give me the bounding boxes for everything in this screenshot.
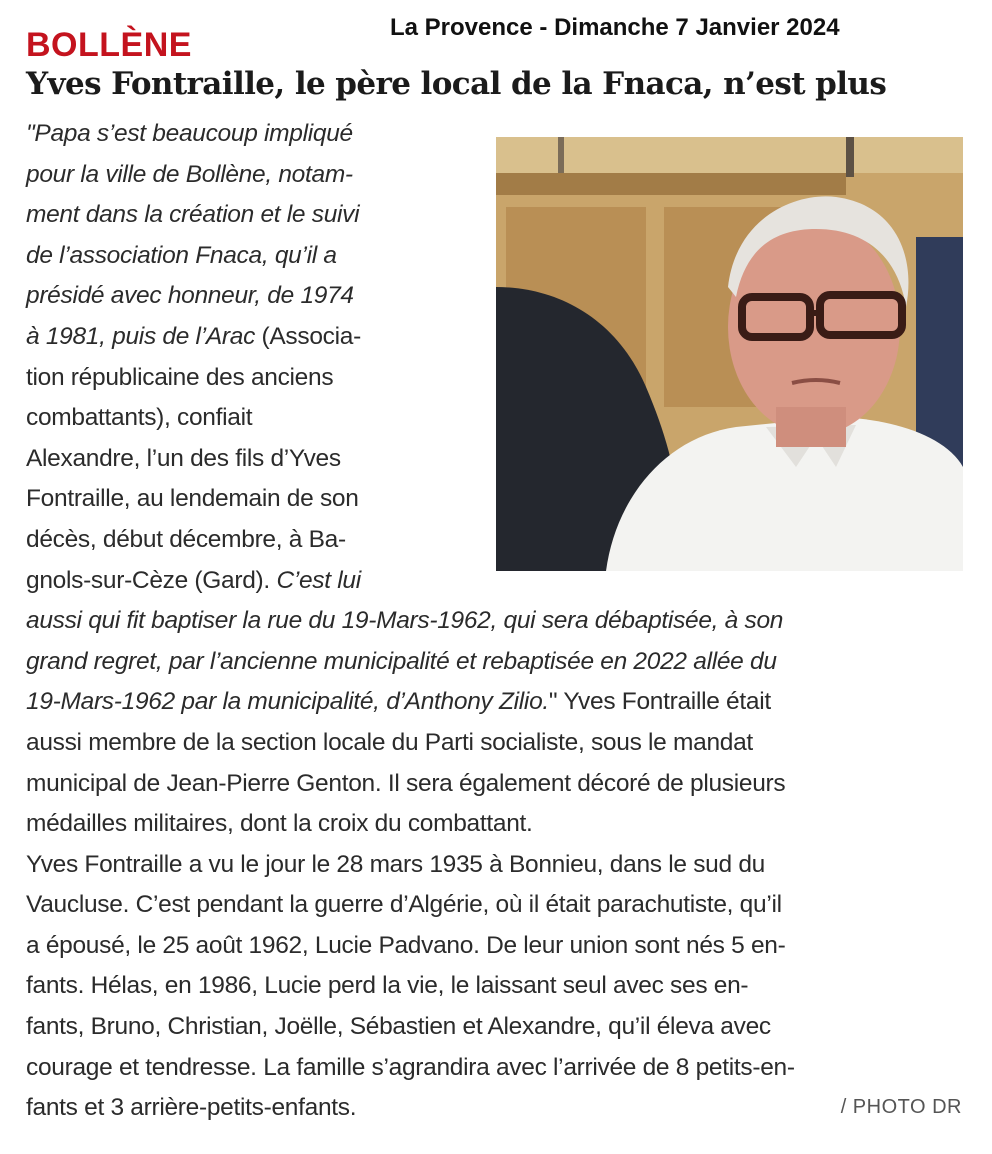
article-line	[26, 682, 966, 723]
quote-text: C’est lui	[276, 566, 361, 594]
article-line	[26, 1048, 966, 1089]
article-text: tion républicaine des anciens	[26, 363, 334, 391]
newspaper-source-date: La Provence - Dimanche 7 Janvier 2024	[390, 14, 840, 41]
article-line	[26, 479, 966, 520]
article-line	[26, 966, 966, 1007]
article-text: municipal de Jean-Pierre Genton. Il sera également décoré de plusieurs	[26, 769, 786, 797]
article-text: Alexandre, l’un des fils d’Yves	[26, 444, 341, 472]
article-text: fants, Bruno, Christian, Joëlle, Sébastien et Alexandre, qu’il éleva avec	[26, 1013, 771, 1041]
article-text: aussi membre de la section locale du Parti socialiste, sous le mandat	[26, 728, 753, 756]
photo-credit: / PHOTO DR	[840, 1096, 962, 1118]
article-line	[26, 155, 966, 196]
article-text: a épousé, le 25 août 1962, Lucie Padvano. De leur union sont nés 5 en-	[26, 931, 786, 959]
article-body	[26, 114, 966, 1129]
article-line	[26, 885, 966, 926]
article-text: " Yves Fontraille était	[548, 688, 771, 716]
article-text: gnols-sur-Cèze (Gard).	[26, 566, 277, 594]
quote-text: de l’association Fnaca, qu’il a	[26, 241, 337, 269]
article-text: décès, début décembre, à Ba-	[26, 525, 346, 553]
article-text: courage et tendresse. La famille s’agrandira avec l’arrivée de 8 petits-en-	[26, 1053, 795, 1081]
article-text: Yves Fontraille a vu le jour le 28 mars 1935 à Bonnieu, dans le sud du	[26, 850, 765, 878]
article-line	[26, 1007, 966, 1048]
article-line	[26, 642, 966, 683]
article-line	[26, 1088, 966, 1129]
article-line	[26, 804, 966, 845]
article-line	[26, 236, 966, 277]
quote-text: grand regret, par l’ancienne municipalité et rebaptisée en 2022 allée du	[26, 647, 777, 675]
quote-text: ment dans la création et le suivi	[26, 201, 360, 229]
article-line	[26, 358, 966, 399]
article-line	[26, 926, 966, 967]
article-line	[26, 520, 966, 561]
article-line	[26, 601, 966, 642]
article-text: (Associa-	[261, 322, 361, 350]
quote-text: "Papa s’est beaucoup impliqué	[26, 120, 353, 147]
article-line	[26, 276, 966, 317]
article-line	[26, 317, 966, 358]
article-headline: Yves Fontraille, le père local de la Fnaca, n’est plus	[26, 66, 887, 102]
article-text: fants. Hélas, en 1986, Lucie perd la vie, le laissant seul avec ses en-	[26, 972, 749, 1000]
article-line	[26, 764, 966, 805]
article-line	[26, 561, 966, 602]
article-line	[26, 195, 966, 236]
article-text: combattants), confiait	[26, 404, 253, 432]
article-line	[26, 439, 966, 480]
article-text: Fontraille, au lendemain de son	[26, 485, 359, 513]
article-text: médailles militaires, dont la croix du combattant.	[26, 810, 533, 838]
quote-text: à 1981, puis de l’Arac	[26, 322, 262, 350]
quote-text: présidé avec honneur, de 1974	[26, 282, 354, 310]
article-text: Vaucluse. C’est pendant la guerre d’Algérie, où il était parachutiste, qu’il	[26, 891, 782, 919]
quote-text: pour la ville de Bollène, notam-	[26, 160, 353, 188]
quote-text: 19-Mars-1962 par la municipalité, d’Anthony Zilio.	[26, 688, 549, 716]
article-line	[26, 723, 966, 764]
article-text: fants et 3 arrière-petits-enfants.	[26, 1094, 357, 1122]
article-line	[26, 845, 966, 886]
article-line	[26, 114, 966, 155]
quote-text: aussi qui fit baptiser la rue du 19-Mars-1962, qui sera débaptisée, à son	[26, 607, 784, 635]
city-rubric: BOLLÈNE	[26, 26, 192, 64]
article-line	[26, 398, 966, 439]
